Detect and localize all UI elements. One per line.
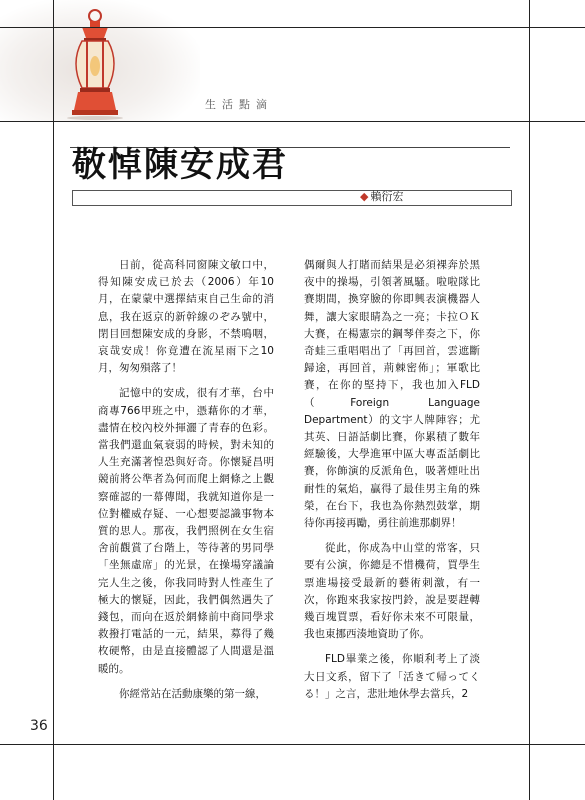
article-column-right [304, 257, 480, 703]
author-byline [360, 188, 403, 204]
author-bar [72, 190, 512, 206]
paragraph: FLD畢業之後，你順利考上了淡大日文系，留下了「活きて帰ってくる！」之言，悲壯地休學去當兵，2 [304, 653, 480, 700]
right-margin-line [529, 0, 530, 800]
author-name: 賴衍宏 [370, 190, 404, 203]
paragraph: 你經常站在活動康樂的第一線， [119, 687, 266, 700]
page-number: 36 [30, 718, 48, 734]
lantern-icon [60, 8, 130, 120]
article-title: 敬悼陳安成君 [72, 145, 288, 185]
diamond-icon: ◆ [360, 190, 369, 203]
bottom-border-line [0, 744, 585, 745]
left-margin-line [53, 0, 54, 800]
paragraph: 從此，你成為中山堂的常客，只要有公演，你總是不惜機荷，買學生票進場接受最新的藝術刺激，有一次，你跑來我家按門鈴，說是要趕轉幾百塊買票，看好你未來不可限量，我也東挪西湊地資助了你。 [304, 542, 480, 641]
top-border-line [0, 27, 585, 28]
paragraph: 記憶中的安成，很有才華，台中商專766甲班之中，憑藉你的才華，盡情在校內校外揮灑了青春的色彩。當我們還血氣衰弱的時候，對未知的人生充滿著惶恐與好奇。你懷疑昌明競前將公準者為何而爬上網條之上觀察確認的一幕傳聞，我就知道你是一位對權威存疑、一心想要認識事物本質的思人。那夜，我們照例在女生宿舍前觀賞了台階上，等待著的男同學「坐無虛席」的光景，在操場穿議論完人生之後，你我同時對人性產生了極大的懷疑，因此，我們偶然遇失了錢包，而向在返於網條前中商同學求救撥打電話的一元，結果，募得了幾枚硬幣，由是直接體認了人間還是溫暖的。 [98, 387, 274, 675]
header-rule-line [0, 121, 585, 122]
article-column-left [98, 257, 274, 703]
paragraph: 日前，從高科同窗陳文敏口中，得知陳安成已於去（2006）年10月，在蒙蒙中選擇結束自己生命的消息，我在返京的新幹線のぞみ號中，閉目回想陳安成的身影，不禁鳴咽，哀哉安成！你竟遭在流星雨下之10月，匆匆殞落了！ [98, 259, 274, 375]
paragraph: 偶爾與人打賭而結果是必須裸奔於黑夜中的操場，引領著風騷。啦啦隊比賽期間，換穿臉的你即興表演機器人舞，讓大家眼睛為之一亮；卡拉ＯＫ大賽，在楊憲宗的鋼琴伴奏之下，你奇蛙三重唱唱出了「再回首，雲遮斷歸途，再回首，荊棘密佈」；軍歌比賽，在你的堅持下，我也加入FLD（Foreign Language Department）的文宇人牌陣容；尤其英、日語話劇比賽，你累積了數年經驗後，大學進軍中區大專盃話劇比賽，你飾演的反派角色，吸著煙吐出耐性的氣焰，贏得了最佳男主角的殊榮，在台下，我也為你熱烈鼓掌，期待你再接再勵，勇往前進那劇界！ [304, 259, 480, 530]
section-label: 生活點滴 [205, 98, 273, 111]
